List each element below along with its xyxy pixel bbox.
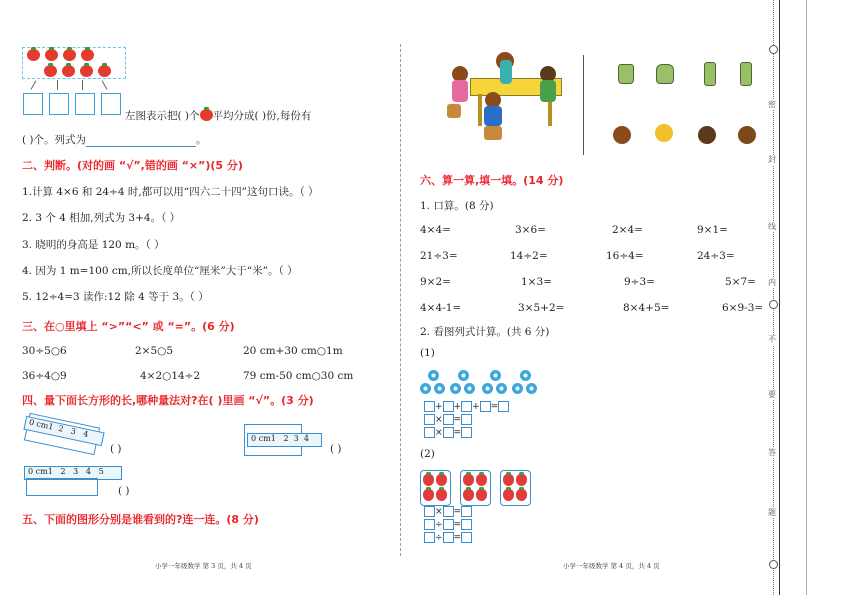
judge-item: 1.计算 4×6 和 24÷4 时,都可以用“四六二十四”这句口诀。（ ）	[22, 186, 319, 198]
side-char: 密	[768, 100, 776, 109]
bottle-icon	[618, 64, 634, 84]
compare-item: 4×2○14÷2	[140, 370, 201, 382]
child-head-icon	[698, 126, 716, 144]
footer-page-3: 小学一年级数学 第 3 页，共 4 页	[155, 562, 252, 570]
judge-item: 5. 12÷4=3 读作:12 除 4 等于 3。（ ）	[22, 291, 209, 303]
child-head-icon	[655, 124, 673, 142]
answer-box[interactable]	[101, 93, 121, 115]
calc-item: 9÷3=	[624, 276, 655, 288]
ruler-a: 0 cm1 2 3 4	[23, 416, 104, 446]
answer-paren-c[interactable]: ( )	[118, 485, 130, 497]
calc-item: 4×4=	[420, 224, 451, 236]
side-char: 答	[768, 448, 776, 457]
q-intro-line2: ( )个。列式为 。	[22, 134, 207, 146]
calc-item: 24÷3=	[697, 250, 735, 262]
compare-item: 36÷4○9	[22, 370, 67, 382]
illustration-divider	[583, 55, 584, 155]
calc-item: 5×7=	[725, 276, 756, 288]
bottle-icon	[704, 62, 716, 86]
side-char: 要	[768, 390, 776, 399]
binding-circle	[769, 560, 778, 569]
compare-item: 79 cm-50 cm○30 cm	[243, 370, 354, 382]
compare-item: 20 cm+30 cm○1m	[243, 345, 343, 357]
part-1-label: (1)	[420, 347, 435, 359]
answer-box[interactable]	[23, 93, 43, 115]
calc-item: 8×4+5=	[623, 302, 670, 314]
ruler-c: 0 cm1 2 3 4 5	[24, 466, 122, 480]
answer-paren-a[interactable]: ( )	[110, 443, 122, 455]
calc-item: 3×5+2=	[518, 302, 565, 314]
formula-row: ÷ =	[424, 532, 472, 543]
subsection-1-title: 1. 口算。(8 分)	[420, 200, 494, 212]
side-char: 题	[768, 508, 776, 517]
binding-edge	[806, 0, 807, 595]
answer-box[interactable]	[75, 93, 95, 115]
section-3-title: 三、在○里填上 “>”“<” 或 “=”。(6 分)	[22, 320, 235, 333]
arrow-icon	[82, 80, 83, 90]
side-char: 不	[768, 335, 776, 344]
binding-dotted-line	[773, 0, 774, 595]
binding-circle	[769, 45, 778, 54]
side-char: 线	[768, 222, 776, 231]
child-head-icon	[613, 126, 631, 144]
judge-item: 2. 3 个 4 相加,列式为 3+4。（ ）	[22, 212, 181, 224]
answer-box[interactable]	[49, 93, 69, 115]
calc-item: 3×6=	[515, 224, 546, 236]
formula-row: × =	[424, 506, 472, 517]
calc-item: 6×9-3=	[722, 302, 764, 314]
bottle-icon	[740, 62, 752, 86]
calc-item: 21÷3=	[420, 250, 458, 262]
calc-item: 2×4=	[612, 224, 643, 236]
rectangle-c	[26, 478, 98, 496]
part-2-label: (2)	[420, 448, 435, 460]
section-4-title: 四、量下面长方形的长,哪种量法对?在( )里画 “√”。(3 分)	[22, 394, 314, 407]
formula-row: + + + =	[424, 401, 509, 412]
binding-circle	[769, 300, 778, 309]
calc-item: 9×2=	[420, 276, 451, 288]
tomato-icon	[200, 109, 213, 121]
ruler-b: 0 cm1 2 3 4	[247, 433, 322, 447]
calc-item: 4×4-1=	[420, 302, 462, 314]
bottle-icon	[656, 64, 674, 84]
formula-row: ÷ =	[424, 519, 472, 530]
footer-page-4: 小学一年级数学 第 4 页，共 4 页	[563, 562, 660, 570]
calc-item: 9×1=	[697, 224, 728, 236]
child-head-icon	[738, 126, 756, 144]
calc-item: 14÷2=	[510, 250, 548, 262]
formula-blank[interactable]	[86, 136, 196, 147]
side-char: 内	[768, 278, 776, 287]
section-5-title: 五、下面的图形分别是谁看到的?连一连。(8 分)	[22, 513, 259, 526]
calc-item: 1×3=	[521, 276, 552, 288]
q-intro-line1: 左图表示把( )个 平均分成( )份,每份有	[125, 110, 312, 122]
arrow-icon	[31, 80, 37, 89]
compare-item: 30÷5○6	[22, 345, 67, 357]
section-6-title: 六、算一算,填一填。(14 分)	[420, 174, 564, 187]
arrow-icon	[57, 80, 58, 90]
formula-row: × =	[424, 427, 472, 438]
page-divider	[400, 44, 401, 556]
judge-item: 4. 因为 1 m=100 cm,所以长度单位“厘米”大于“米”。（ ）	[22, 265, 298, 277]
compare-item: 2×5○5	[135, 345, 174, 357]
binding-line	[779, 0, 780, 595]
answer-paren-b[interactable]: ( )	[330, 443, 342, 455]
formula-row: × =	[424, 414, 472, 425]
arrow-icon	[102, 80, 108, 89]
side-char: 封	[768, 155, 776, 164]
subsection-2-title: 2. 看图列式计算。(共 6 分)	[420, 326, 550, 338]
judge-item: 3. 晓明的身高是 120 m。（ ）	[22, 239, 165, 251]
calc-item: 16÷4=	[606, 250, 644, 262]
section-2-title: 二、判断。(对的画 “√”,错的画 “×”)(5 分)	[22, 159, 243, 172]
